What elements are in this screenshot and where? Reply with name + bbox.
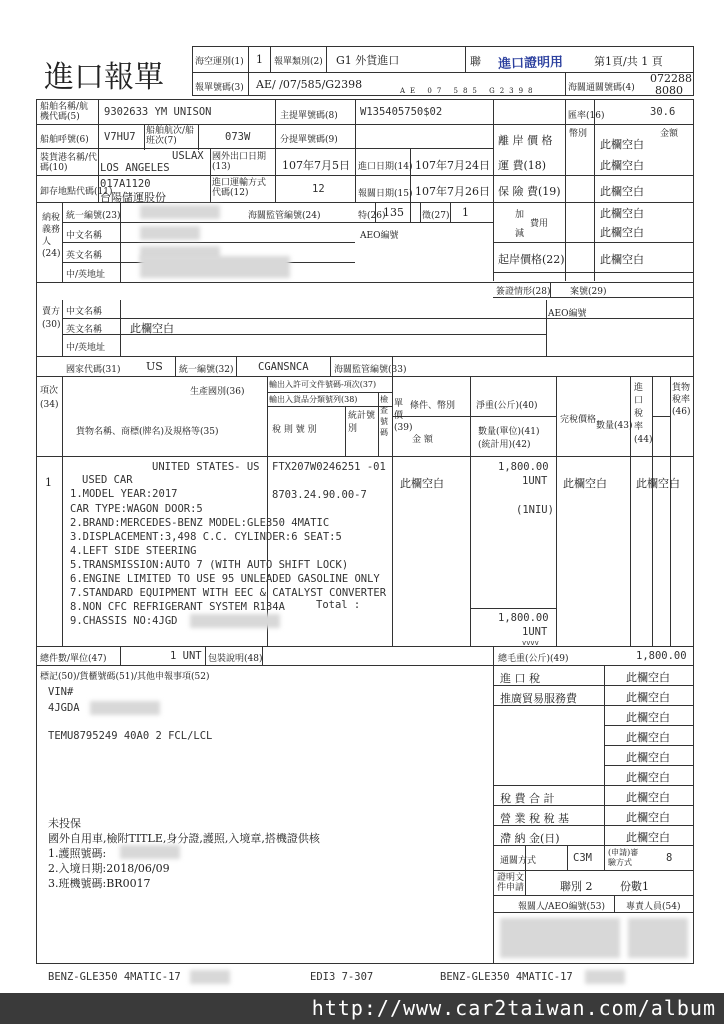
tax-label-8: 滯 納 金(日)	[500, 832, 560, 845]
ship-name: 9302633 YM UNISON	[104, 106, 212, 118]
add-label: 加	[515, 210, 525, 220]
tax-value-8: 此欄空白	[626, 831, 670, 844]
decl-type-value: G1 外貨進口	[336, 54, 400, 67]
gross-label: 總毛重(公斤)(49)	[498, 654, 569, 664]
seller-aeo-label: AEO編號	[548, 309, 587, 319]
importer-cn-label: 中文名稱	[66, 231, 103, 241]
col-goods: 貨物名稱、商標(牌名)及規格等(35)	[76, 427, 219, 437]
goods-line-0: USED CAR	[82, 474, 133, 486]
voyage: 073W	[225, 131, 251, 143]
vin-prefix: 4JGDA	[48, 702, 80, 714]
tax-value-6: 此欄空白	[626, 791, 670, 804]
seller-id: CGANSNCA	[258, 361, 309, 373]
col-amount: 金 額	[412, 435, 433, 445]
storage-label: 卸存地點代碼(11)	[40, 187, 113, 197]
note-2: 1.護照號碼:	[48, 847, 107, 860]
amount-label: 金額	[660, 129, 679, 139]
declared-label: 簽證情形(28)	[496, 287, 551, 297]
goods-line-4: 3.DISPLACEMENT:3,498 C.C. CYLINDER:6 SEAT:5	[70, 531, 342, 543]
col-check: 檢查號碼	[380, 395, 388, 437]
tax-label-7: 營 業 稅 稅 基	[500, 812, 569, 825]
freight-blank: 此欄空白	[600, 159, 644, 172]
col-duty: 貨物稅率(46)	[672, 383, 691, 417]
note-3: 2.入境日期:2018/06/09	[48, 862, 170, 875]
col-unit-price: 單價(39)	[394, 399, 413, 433]
customs-no-label: 海關通關號碼(4)	[568, 83, 635, 93]
ship-name-label: 船舶名稱/航機代碼(5)	[40, 102, 89, 122]
goods-line-3: 2.BRAND:MERCEDES-BENZ MODEL:GLE350 4MATIC	[70, 517, 330, 529]
packages-value: 1 UNT	[170, 650, 202, 662]
mode-value: 12	[312, 183, 325, 195]
container-no: TEMU8795249 40A0 2 FCL/LCL	[48, 730, 213, 742]
tax-value-2: 此欄空白	[626, 711, 670, 724]
col-qty: 數量(單位)(41)	[478, 427, 540, 437]
currency-label: 幣別	[569, 129, 588, 139]
special-label: 特(26)	[358, 211, 386, 221]
goods-line-9: 8.NON CFC REFRIGERANT SYSTEM R134A	[70, 601, 285, 613]
arrive-date: 107年7月24日	[415, 159, 490, 172]
goods-line-8: 7.STANDARD EQUIPMENT WITH EEC & CATALYST CONVERTER	[70, 587, 387, 599]
total-wt: 1,800.00	[498, 612, 549, 624]
footer-right: BENZ-GLE350 4MATIC-17	[440, 971, 573, 983]
item-tariff: 8703.24.90.00-7	[272, 489, 367, 501]
storage-name: 台陽儲運股份	[100, 191, 166, 204]
sub-bl-label: 分提單號碼(9)	[280, 135, 338, 145]
passport-redacted	[120, 845, 180, 859]
marks-label: 標記(50)/貨櫃號碼(51)/其他申報事項(52)	[40, 672, 210, 682]
tax-label-1: 推廣貿易服務費	[500, 692, 577, 705]
goods-line-1: 1.MODEL YEAR:2017	[70, 488, 178, 500]
total-vvvv: vvvv	[522, 639, 539, 647]
footer-left: BENZ-GLE350 4MATIC-17	[48, 971, 181, 983]
state-label: 徵(27)	[422, 211, 450, 221]
tax-label-0: 進 口 稅	[500, 672, 540, 685]
tax-value-5: 此欄空白	[626, 771, 670, 784]
case-label: 案號(29)	[570, 287, 607, 297]
note-0: 未投保	[48, 817, 81, 830]
doc-label: 證明文件申請	[497, 873, 525, 893]
seller-en-value: 此欄空白	[130, 322, 174, 335]
gross-value: 1,800.00	[636, 650, 687, 662]
import-proof-stamp: 進口證明用	[497, 54, 564, 73]
item-niu: (1NIU)	[516, 504, 554, 516]
col-duty-price: 完稅價格	[560, 415, 597, 425]
item-net-wt: 1,800.00	[498, 461, 549, 473]
rate-label: 匯率(16)	[568, 111, 605, 121]
fob-label: 離 岸 價 格	[498, 134, 553, 147]
officer-redacted	[628, 918, 688, 958]
exchange-rate: 30.6	[650, 106, 676, 118]
cif-label: 起岸價格(22)	[498, 253, 565, 266]
item-country: UNITED STATES- US	[152, 461, 260, 473]
note-4: 3.班機號碼:BR0017	[48, 877, 151, 890]
watermark-url[interactable]: http://www.car2taiwan.com/album	[311, 996, 716, 1020]
col-net-wt: 淨重(公斤)(40)	[476, 401, 538, 411]
storage-code: 017A1120	[100, 178, 151, 190]
clearance-label: 通關方式	[500, 856, 537, 866]
decl-no-small: AE 07 585 G2398	[400, 87, 538, 95]
clearance-value: C3M	[573, 852, 592, 864]
doc-copies: 份數1	[620, 880, 649, 893]
footer-mid: EDI3 7-307	[310, 971, 374, 983]
tax-value-7: 此欄空白	[626, 811, 670, 824]
broker-label: 報關人/AEO編號(53)	[518, 902, 605, 912]
tax-id-redacted	[140, 205, 220, 219]
port-code: USLAX	[172, 150, 204, 162]
vin-label: VIN#	[48, 686, 74, 698]
callsign-label: 船舶呼號(6)	[40, 135, 89, 145]
sub-label: 減	[515, 229, 525, 239]
cif-blank: 此欄空白	[600, 253, 644, 266]
bl-label: 主提單號碼(8)	[280, 111, 338, 121]
page-title: 進口報單	[44, 60, 164, 95]
importer-cn-redacted	[140, 226, 200, 240]
seller-supervisor-label: 海關監管編號(33)	[334, 365, 407, 375]
state-value: 1	[462, 206, 469, 219]
add-blank: 此欄空白	[600, 207, 644, 220]
fob-blank: 此欄空白	[600, 138, 644, 151]
country-value: US	[146, 360, 163, 373]
insurance-label: 保 險 費(19)	[498, 185, 561, 198]
packages-label: 總件數/單位(47)	[40, 654, 107, 664]
seller-addr-label: 中/英地址	[66, 343, 106, 353]
supervisor-label: 海關監管編號(24)	[248, 211, 321, 221]
doc-value: 聯別 2	[560, 880, 593, 893]
importer-en-label: 英文名稱	[66, 251, 103, 261]
callsign: V7HU7	[104, 131, 136, 143]
bl-no: W135405750$02	[360, 106, 443, 118]
note-1: 國外自用車,檢附TITLE,身分證,護照,入境章,搭機證供核	[48, 832, 320, 845]
total-label: Total :	[316, 599, 361, 611]
country-label: 國家代碼(31)	[66, 365, 121, 375]
seller-label: 賣方(30)	[42, 307, 61, 330]
item-permit: FTX207W0246251 -01	[272, 461, 386, 473]
tax-label-6: 稅 費 合 計	[500, 792, 555, 805]
importer-label: 納稅義務人(24)	[42, 213, 61, 259]
transport-label: 海空運別(1)	[195, 57, 244, 67]
footer-right-redacted	[585, 970, 625, 984]
col-stat: 統計號別	[348, 411, 376, 434]
officer-label: 專責人員(54)	[626, 902, 681, 912]
customs-no-2: 8080	[655, 84, 683, 97]
decl-no-label: 報單號碼(3)	[195, 83, 244, 93]
voyage-label: 船舶航次/船班次(7)	[146, 126, 195, 146]
item-blank-terms: 此欄空白	[400, 477, 444, 490]
aeo-label: AEO編號	[360, 231, 399, 241]
item-qty: 1UNT	[522, 475, 548, 487]
item-no: 1	[45, 476, 52, 489]
transport-value: 1	[256, 53, 263, 66]
goods-line-2: CAR TYPE:WAGON DOOR:5	[70, 503, 203, 515]
special-value: 135	[383, 206, 404, 219]
item-blank-rate: 此欄空白	[636, 477, 680, 490]
col-duty-qty: 數量(43)	[596, 421, 633, 431]
importer-addr-label: 中/英地址	[66, 270, 106, 280]
col-item: 項次(34)	[40, 386, 59, 410]
broker-redacted	[500, 918, 620, 958]
fee-label: 費用	[530, 219, 549, 229]
port-label: 裝貨港名稱/代碼(10)	[40, 153, 98, 173]
declare-label: 報關日期(15)	[358, 189, 413, 199]
watermark-url-bar	[0, 993, 724, 1024]
col-tariff: 稅 則 號 別	[272, 425, 317, 435]
insurance-blank: 此欄空白	[600, 185, 644, 198]
goods-line-6: 5.TRANSMISSION:AUTO 7 (WITH AUTO SHIFT LOCK)	[70, 559, 349, 571]
goods-line-10: 9.CHASSIS NO:4JGD	[70, 615, 178, 627]
vin-redacted	[90, 701, 160, 715]
footer-left-redacted	[190, 970, 230, 984]
tax-value-4: 此欄空白	[626, 751, 670, 764]
tax-value-0: 此欄空白	[626, 671, 670, 684]
col-terms: 條件、幣別	[410, 401, 456, 411]
col-permit: 輸出入許可文件號碼-項次(37)	[269, 380, 377, 389]
declare-date: 107年7月26日	[415, 185, 490, 198]
col-rate: 進口稅率(44)	[634, 383, 653, 445]
decl-type-label: 報單類別(2)	[274, 57, 323, 67]
customs-no-1: 072288	[650, 72, 692, 85]
pack-desc-label: 包裝說明(48)	[208, 654, 263, 664]
goods-line-5: 4.LEFT SIDE STEERING	[70, 545, 197, 557]
chassis-redacted	[190, 614, 280, 628]
seller-id-label: 統一編號(32)	[179, 365, 234, 375]
decl-no-value: AE/ /07/585/G2398	[256, 78, 363, 91]
item-blank-duty: 此欄空白	[563, 477, 607, 490]
sub-blank: 此欄空白	[600, 226, 644, 239]
apply-label: (申請)審驗方式	[608, 848, 639, 867]
tax-value-1: 此欄空白	[626, 691, 670, 704]
port-name: LOS ANGELES	[100, 162, 170, 174]
mode-label: 進口運輸方式代碼(12)	[212, 178, 267, 198]
tax-id-label: 統一編號(23)	[66, 211, 121, 221]
page-count: 第1頁/共 1 頁	[594, 55, 663, 68]
seller-cn-label: 中文名稱	[66, 307, 103, 317]
freight-label: 運 費(18)	[498, 159, 547, 172]
seller-en-label: 英文名稱	[66, 325, 103, 335]
goods-line-7: 6.ENGINE LIMITED TO USE 95 UNLEADED GASOLINE ONLY	[70, 573, 380, 585]
apply-value: 8	[666, 852, 673, 864]
depart-date: 107年7月5日	[282, 159, 350, 172]
arrive-label: 進口日期(14)	[358, 162, 413, 172]
col-cargo-code: 輸出入貨品分類號列(38)	[269, 395, 358, 404]
col-stat-qty: (統計用)(42)	[478, 440, 531, 450]
total-qty: 1UNT	[522, 626, 548, 638]
link-label: 聯	[470, 55, 481, 68]
tax-value-3: 此欄空白	[626, 731, 670, 744]
importer-addr-redacted	[140, 256, 290, 278]
depart-label: 國外出口日期(13)	[212, 152, 267, 172]
col-origin: 生產國別(36)	[190, 387, 245, 397]
